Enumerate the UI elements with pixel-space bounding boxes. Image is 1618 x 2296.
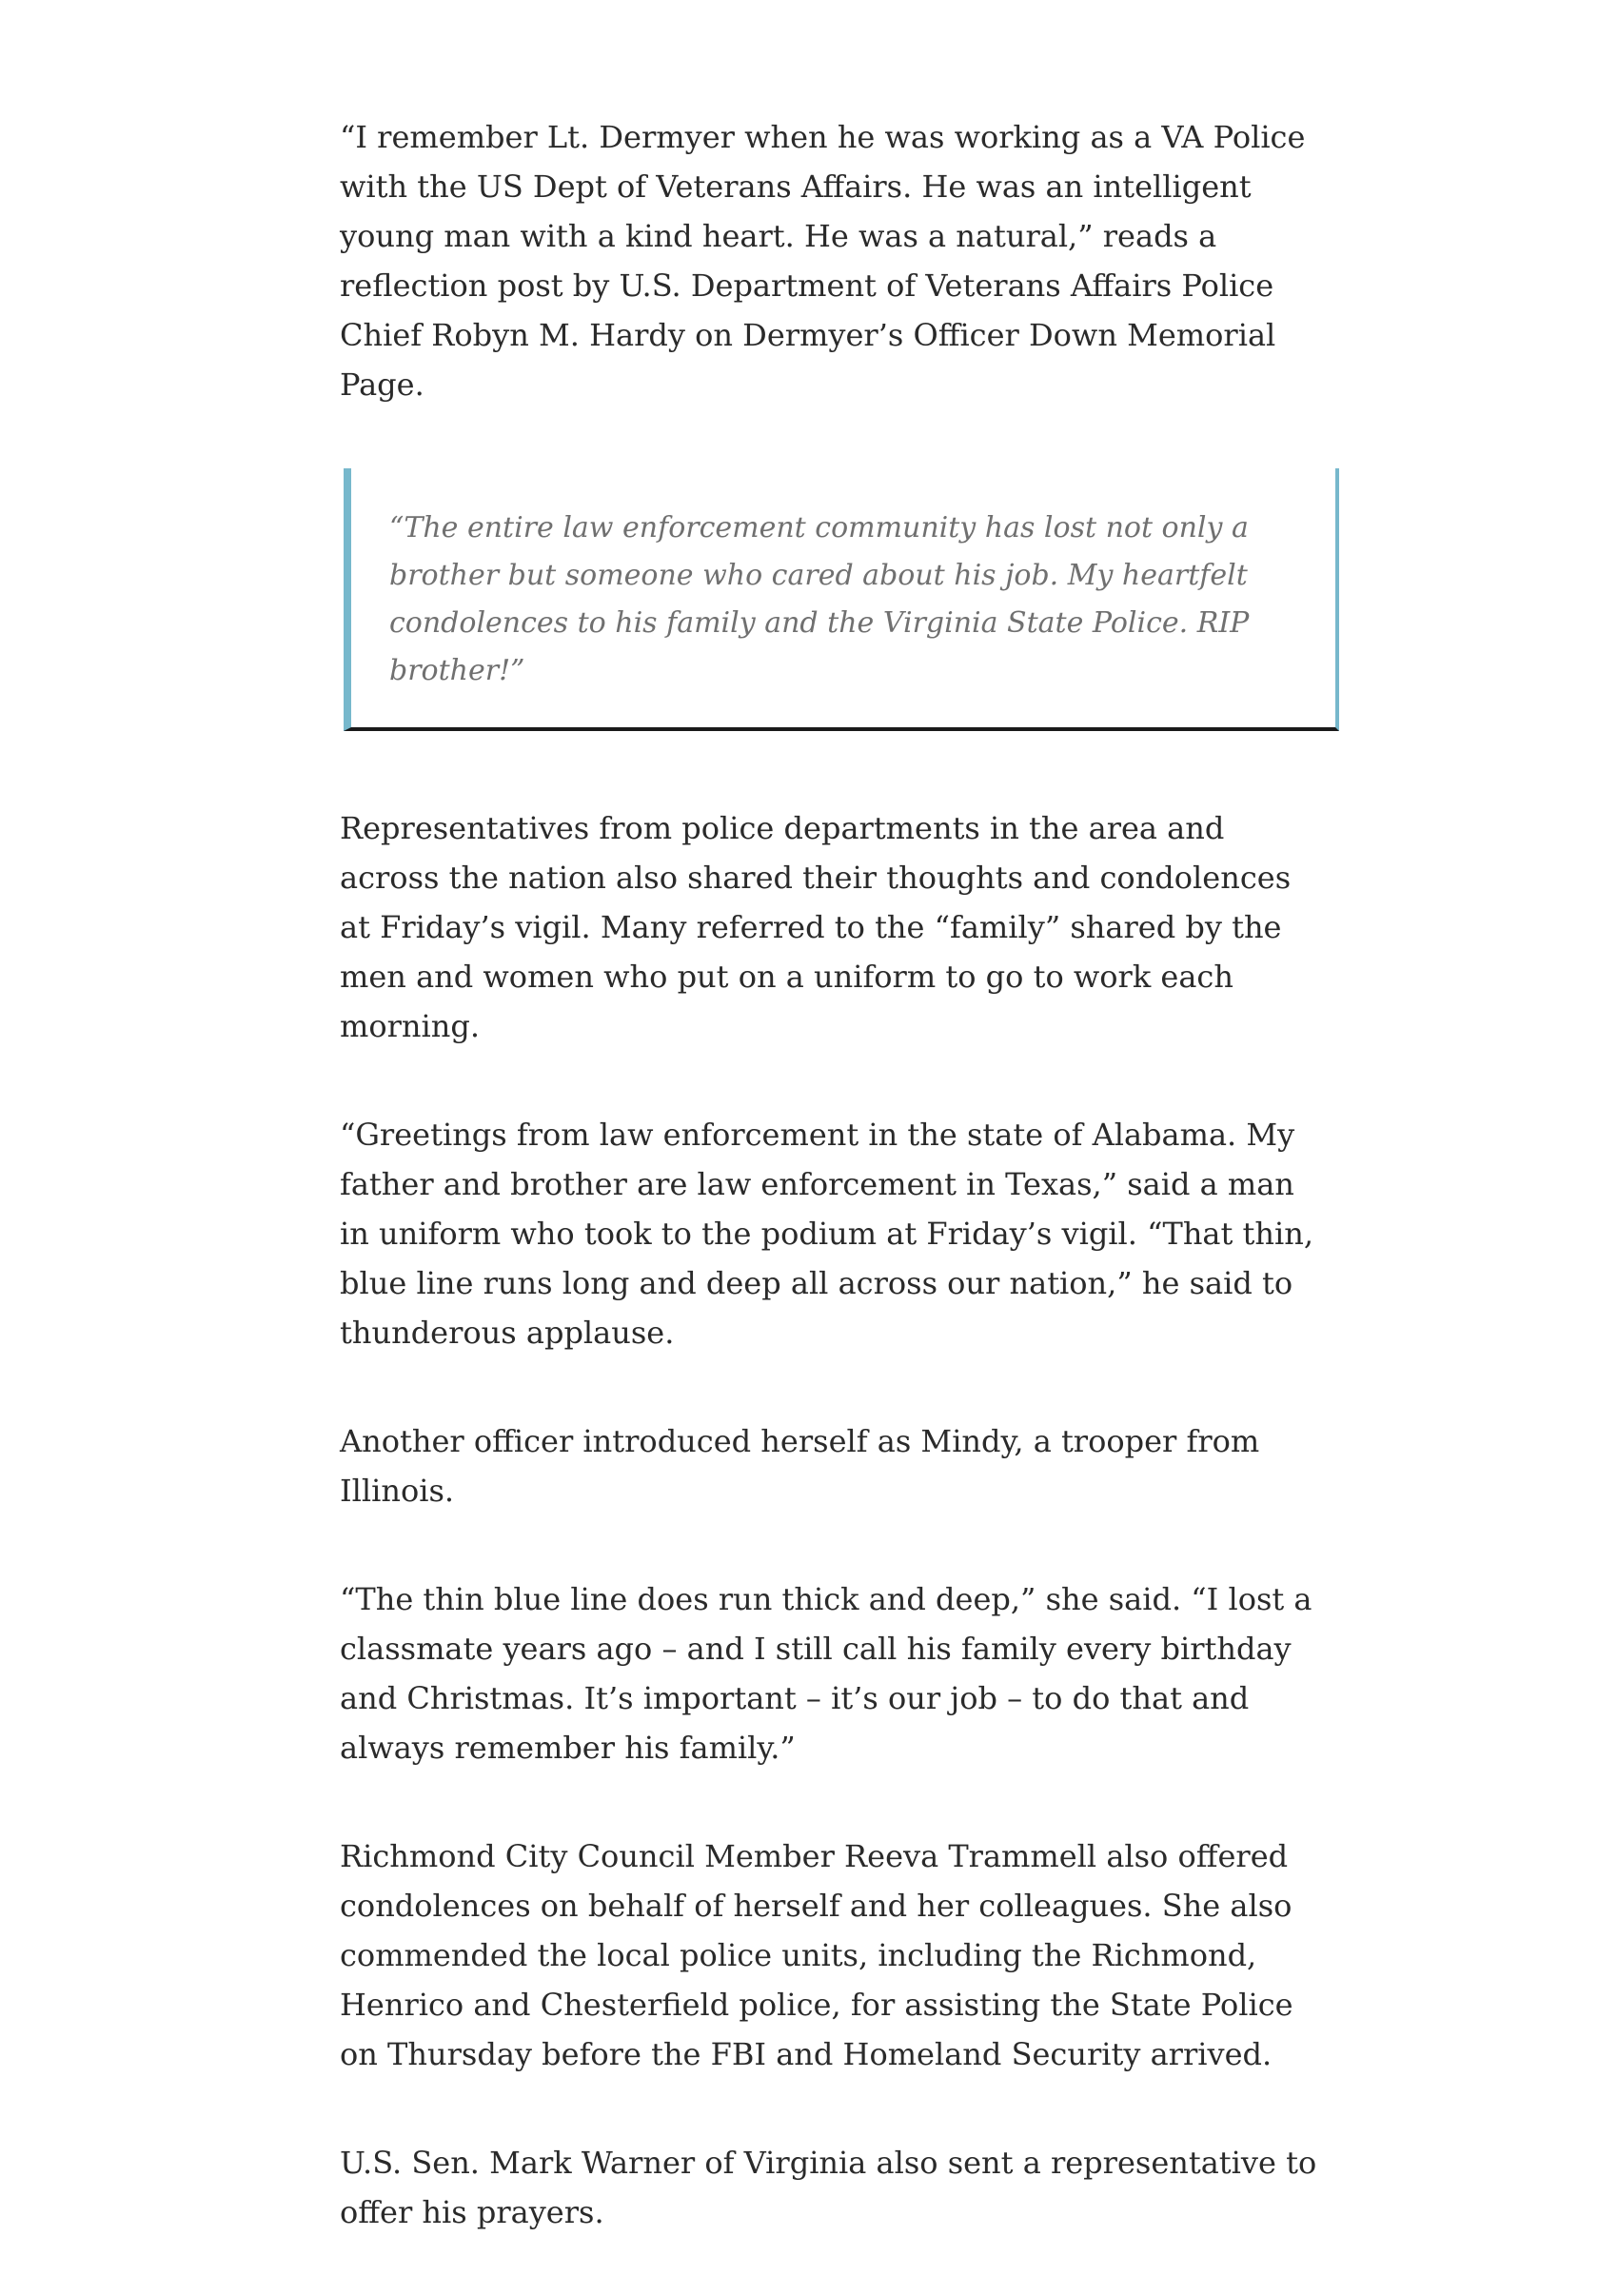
paragraph-thin-blue-line: “The thin blue line does run thick and deep,” she said. “I lost a classmate years ago – and I still call his family every birthday and Christmas. It’s important – it’s our job – to do that and always remember his family.”	[340, 1581, 1312, 1766]
paragraph-va-reflection: “I remember Lt. Dermyer when he was working as a VA Police with the US Dept of Veterans Affairs. He was an intelligent young man with a kind heart. He was a natural,” reads a reflection post by U.S. Department of Veterans Affairs Police Chief Robyn M. Hardy on Dermyer’s Officer Down Memorial Page.	[340, 119, 1306, 403]
paragraph-senator-warner: U.S. Sen. Mark Warner of Virginia also sent a representative to offer his prayers.	[340, 2145, 1317, 2230]
paragraph-representatives: Representatives from police departments in the area and across the nation also shared their thoughts and condolences at Friday’s vigil. Many referred to the “family” shared by the men and women who put on a uniform to go to work each morning.	[340, 810, 1292, 1044]
paragraph-mindy-intro: Another officer introduced herself as Mindy, a trooper from Illinois.	[340, 1423, 1260, 1509]
pull-quote	[344, 468, 1339, 731]
paragraph-alabama-greeting: “Greetings from law enforcement in the state of Alabama. My father and brother are law enforcement in Texas,” said a man in uniform who took to the podium at Friday’s vigil. “That thin, blue line runs long and deep all across our nation,” he said to thunderous applause.	[340, 1117, 1314, 1351]
pull-quote-text: “The entire law enforcement community has lost not only a brother but someone who cared about his job. My heartfelt condolences to his family and the Virginia State Police. RIP brother!”	[389, 511, 1250, 687]
paragraph-council-member: Richmond City Council Member Reeva Trammell also offered condolences on behalf of herself and her colleagues. She also commended the local police units, including the Richmond, Henrico and Chesterfield police, for assisting the State Police on Thursday before the FBI and Homeland Security arrived.	[340, 1838, 1293, 2072]
article-body	[340, 112, 1330, 2296]
